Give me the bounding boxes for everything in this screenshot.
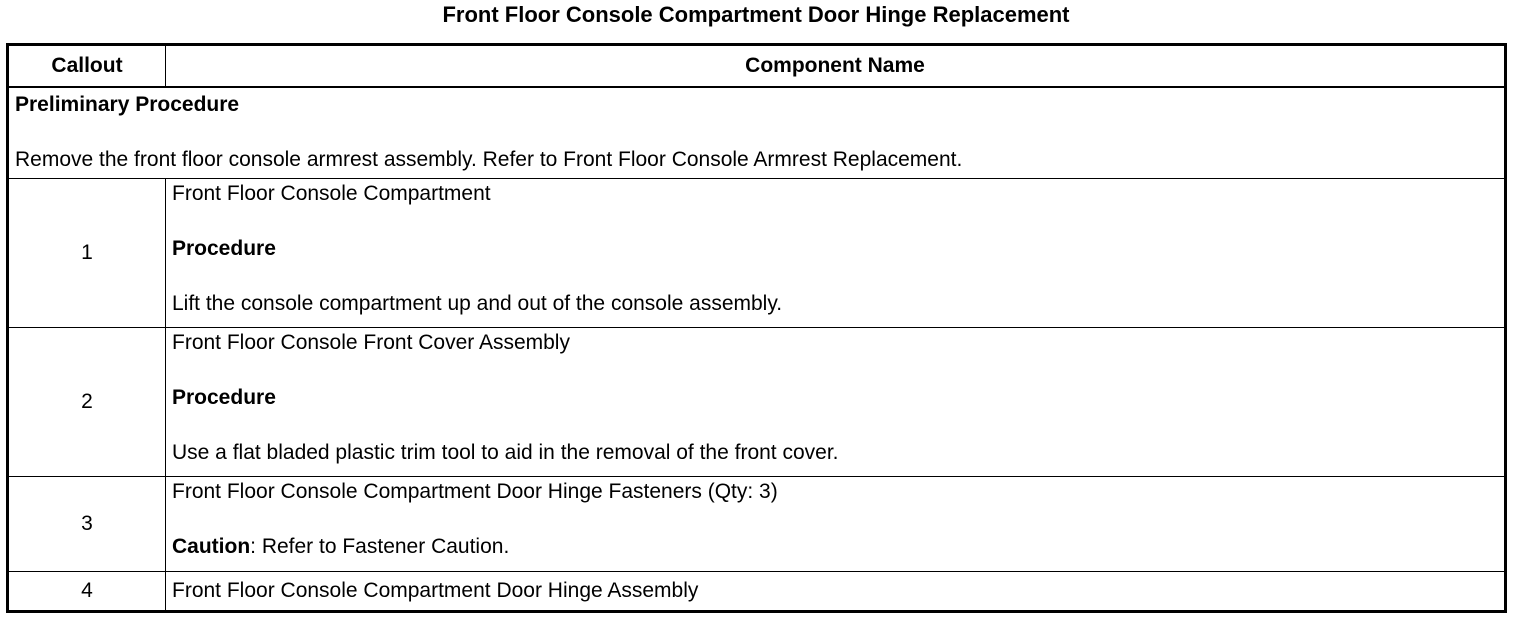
preliminary-row (8, 87, 1506, 179)
header-callout: Callout (8, 45, 166, 88)
table-row (8, 328, 1506, 477)
component-cell (166, 179, 1506, 328)
callout-number: 1 (8, 179, 166, 328)
preliminary-text: Remove the front floor console armrest assembly. Refer to Front Floor Console Armrest Replacement. (15, 148, 963, 171)
procedure-label: Procedure (172, 386, 276, 409)
table-row (8, 572, 1506, 612)
table-header-row (8, 45, 1506, 88)
table-row (8, 179, 1506, 328)
procedure-label: Procedure (172, 237, 276, 260)
component-cell (166, 328, 1506, 477)
callout-number: 4 (8, 572, 166, 612)
procedure-table (6, 43, 1507, 613)
page-title: Front Floor Console Compartment Door Hinge Replacement (442, 2, 1070, 27)
component-name: Front Floor Console Compartment Door Hinge Assembly (172, 579, 699, 602)
caution-label: Caution (172, 535, 251, 558)
component-name: Front Floor Console Front Cover Assembly (172, 331, 570, 354)
caution-line (172, 532, 1498, 562)
component-cell (166, 572, 1506, 612)
component-name: Front Floor Console Compartment Door Hinge Fasteners (Qty: 3) (172, 480, 778, 503)
procedure-text: Lift the console compartment up and out of the console assembly. (172, 292, 783, 315)
callout-number: 3 (8, 477, 166, 572)
procedure-text: Use a flat bladed plastic trim tool to aid in the removal of the front cover. (172, 441, 839, 464)
component-cell (166, 477, 1506, 572)
caution-text: : Refer to Fastener Caution. (250, 535, 510, 558)
preliminary-cell (8, 87, 1506, 179)
table-row (8, 477, 1506, 572)
preliminary-heading: Preliminary Procedure (15, 93, 240, 116)
component-name: Front Floor Console Compartment (172, 182, 491, 205)
header-component-name: Component Name (166, 45, 1506, 88)
callout-number: 2 (8, 328, 166, 477)
